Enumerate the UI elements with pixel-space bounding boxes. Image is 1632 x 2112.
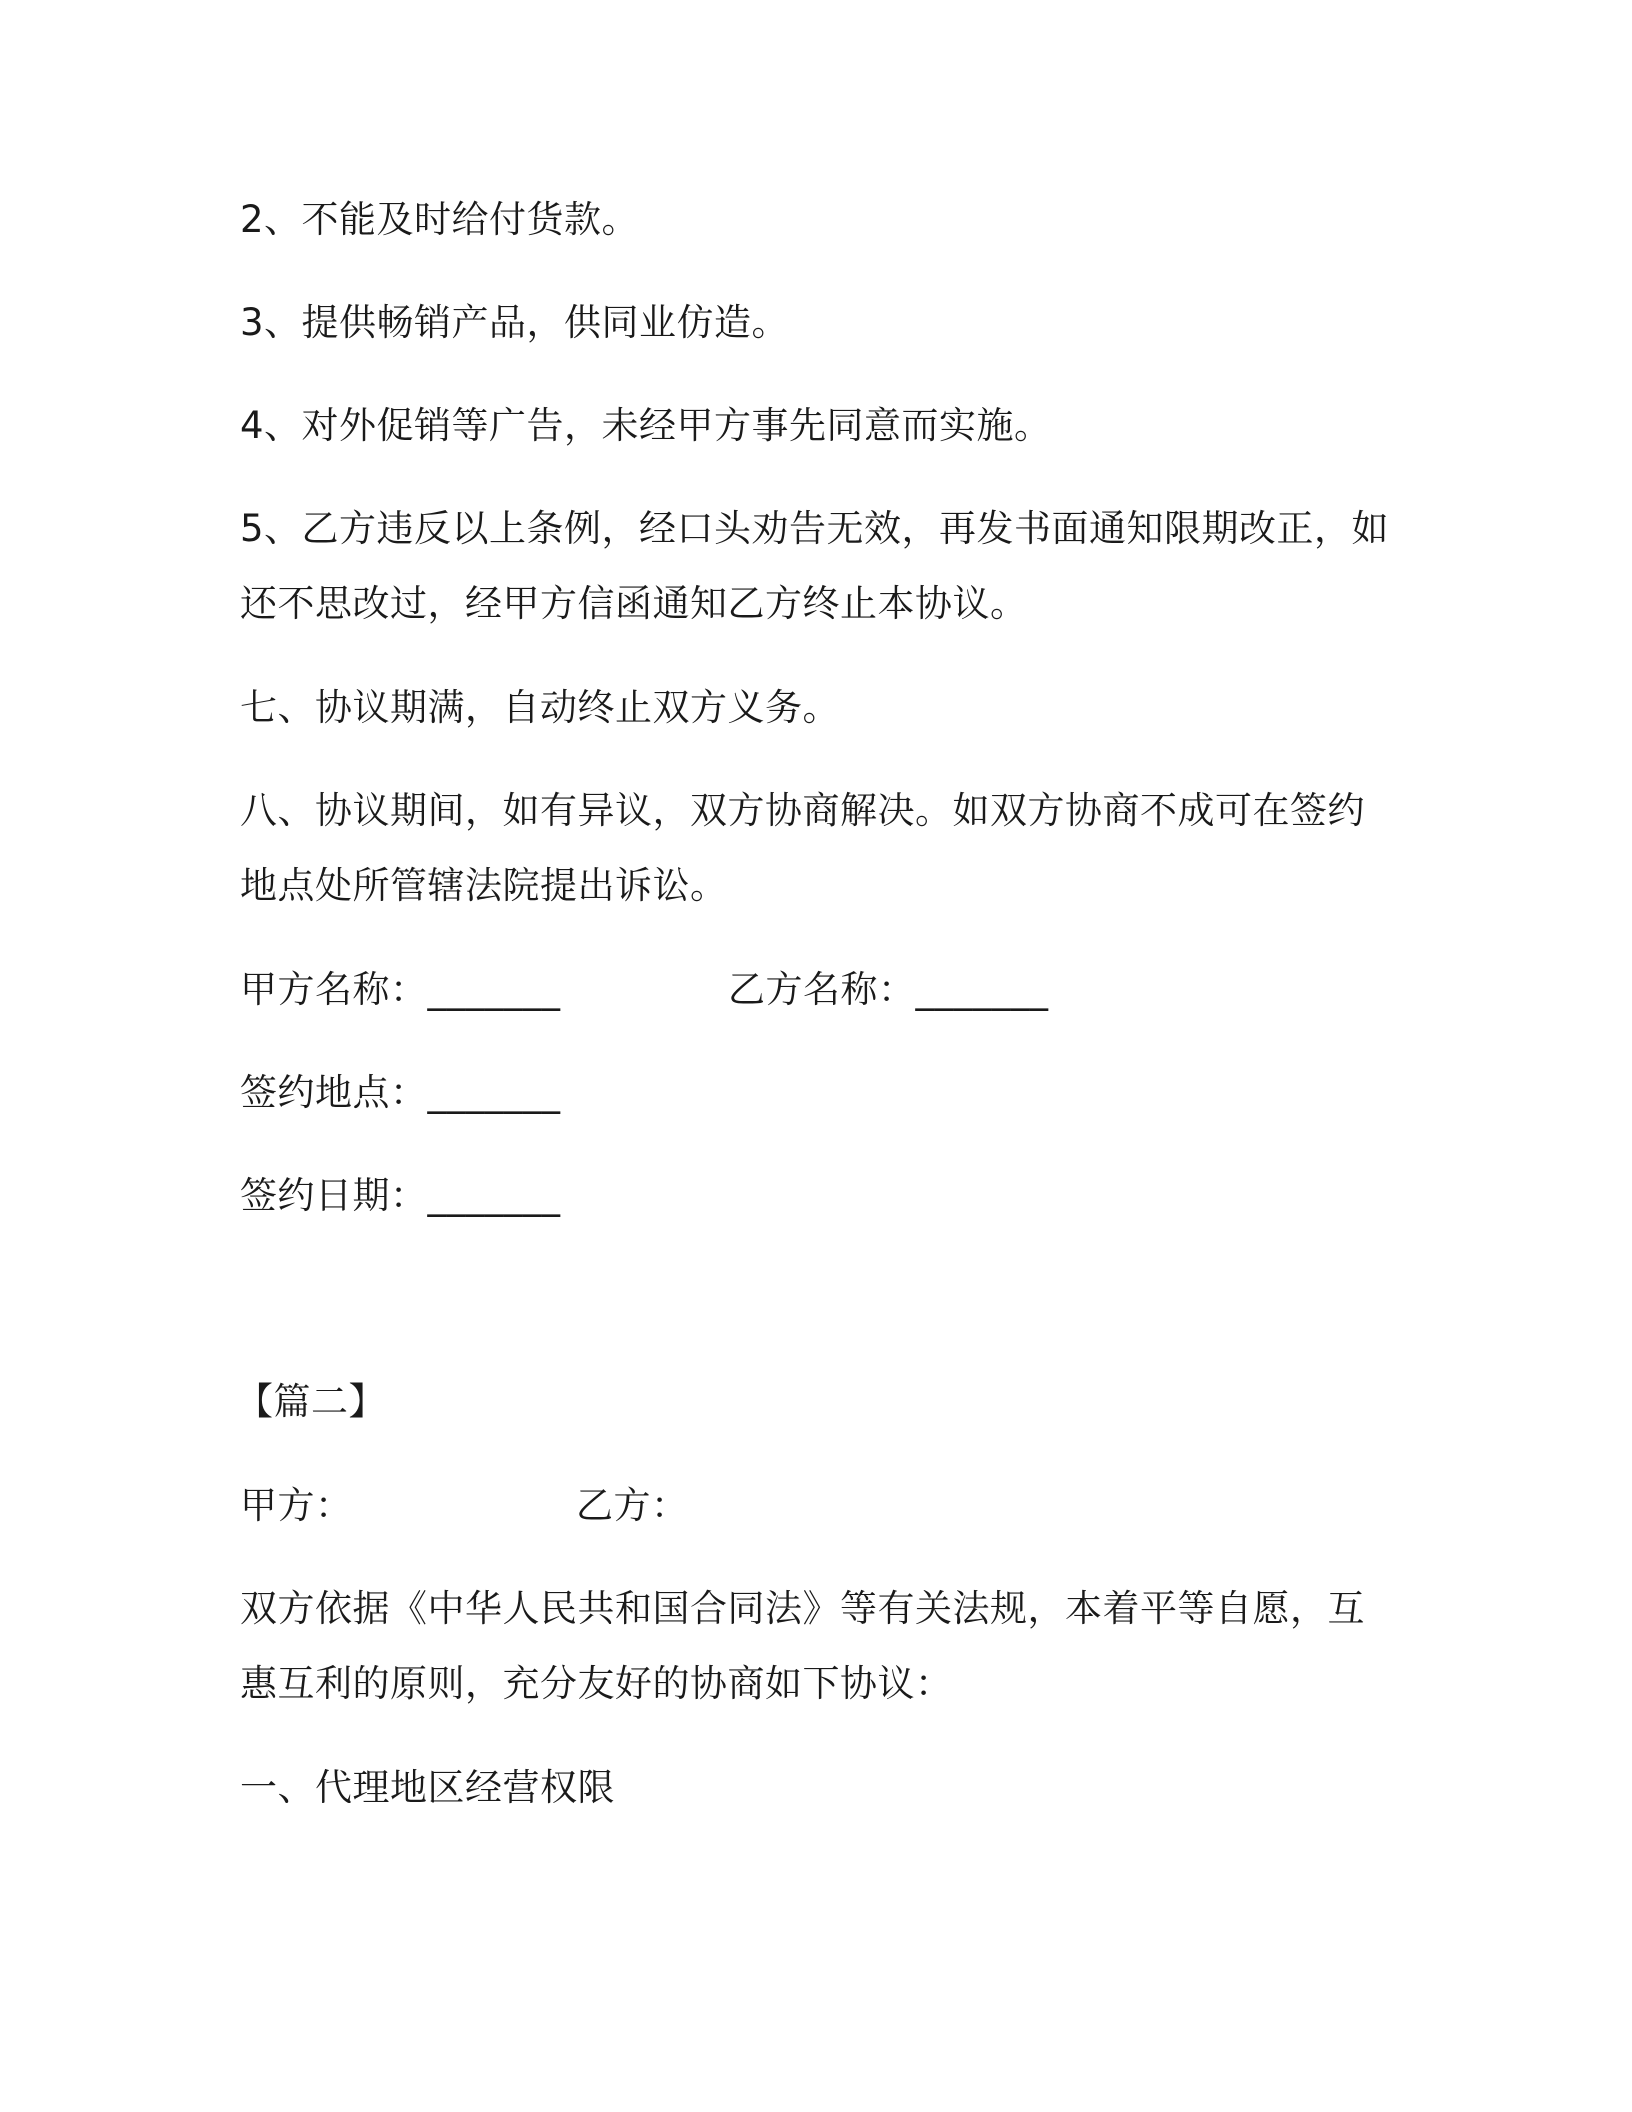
item-5-line-1: 5、乙方违反以上条例，经口头劝告无效，再发书面通知限期改正，如 bbox=[240, 507, 1390, 550]
clause-8-line-1: 八、协议期间，如有异议，双方协商解决。如双方协商不成可在签约 bbox=[240, 789, 1365, 832]
item-4: 4、对外促销等广告，未经甲方事先同意而实施。 bbox=[240, 404, 1052, 447]
party-a-name-field: 甲方名称：_______ bbox=[240, 968, 561, 1011]
item-2: 2、不能及时给付货款。 bbox=[240, 198, 640, 241]
intro-line-1: 双方依据《中华人民共和国合同法》等有关法规，本着平等自愿，互 bbox=[240, 1587, 1365, 1630]
part-two-party-b: 乙方： bbox=[576, 1484, 689, 1527]
clause-7: 七、协议期满，自动终止双方义务。 bbox=[240, 686, 840, 729]
party-b-name-field: 乙方名称：_______ bbox=[728, 968, 1049, 1011]
part-two-title: 【篇二】 bbox=[236, 1380, 386, 1423]
intro-line-2: 惠互利的原则，充分友好的协商如下协议： bbox=[240, 1662, 953, 1705]
section-1-heading: 一、代理地区经营权限 bbox=[240, 1766, 615, 1809]
part-two-party-a: 甲方： bbox=[240, 1484, 353, 1527]
item-3: 3、提供畅销产品，供同业仿造。 bbox=[240, 301, 790, 344]
sign-place-field: 签约地点：_______ bbox=[240, 1071, 561, 1114]
sign-date-field: 签约日期：_______ bbox=[240, 1174, 561, 1217]
item-5-line-2: 还不思改过，经甲方信函通知乙方终止本协议。 bbox=[240, 582, 1028, 625]
clause-8-line-2: 地点处所管辖法院提出诉讼。 bbox=[240, 864, 728, 907]
